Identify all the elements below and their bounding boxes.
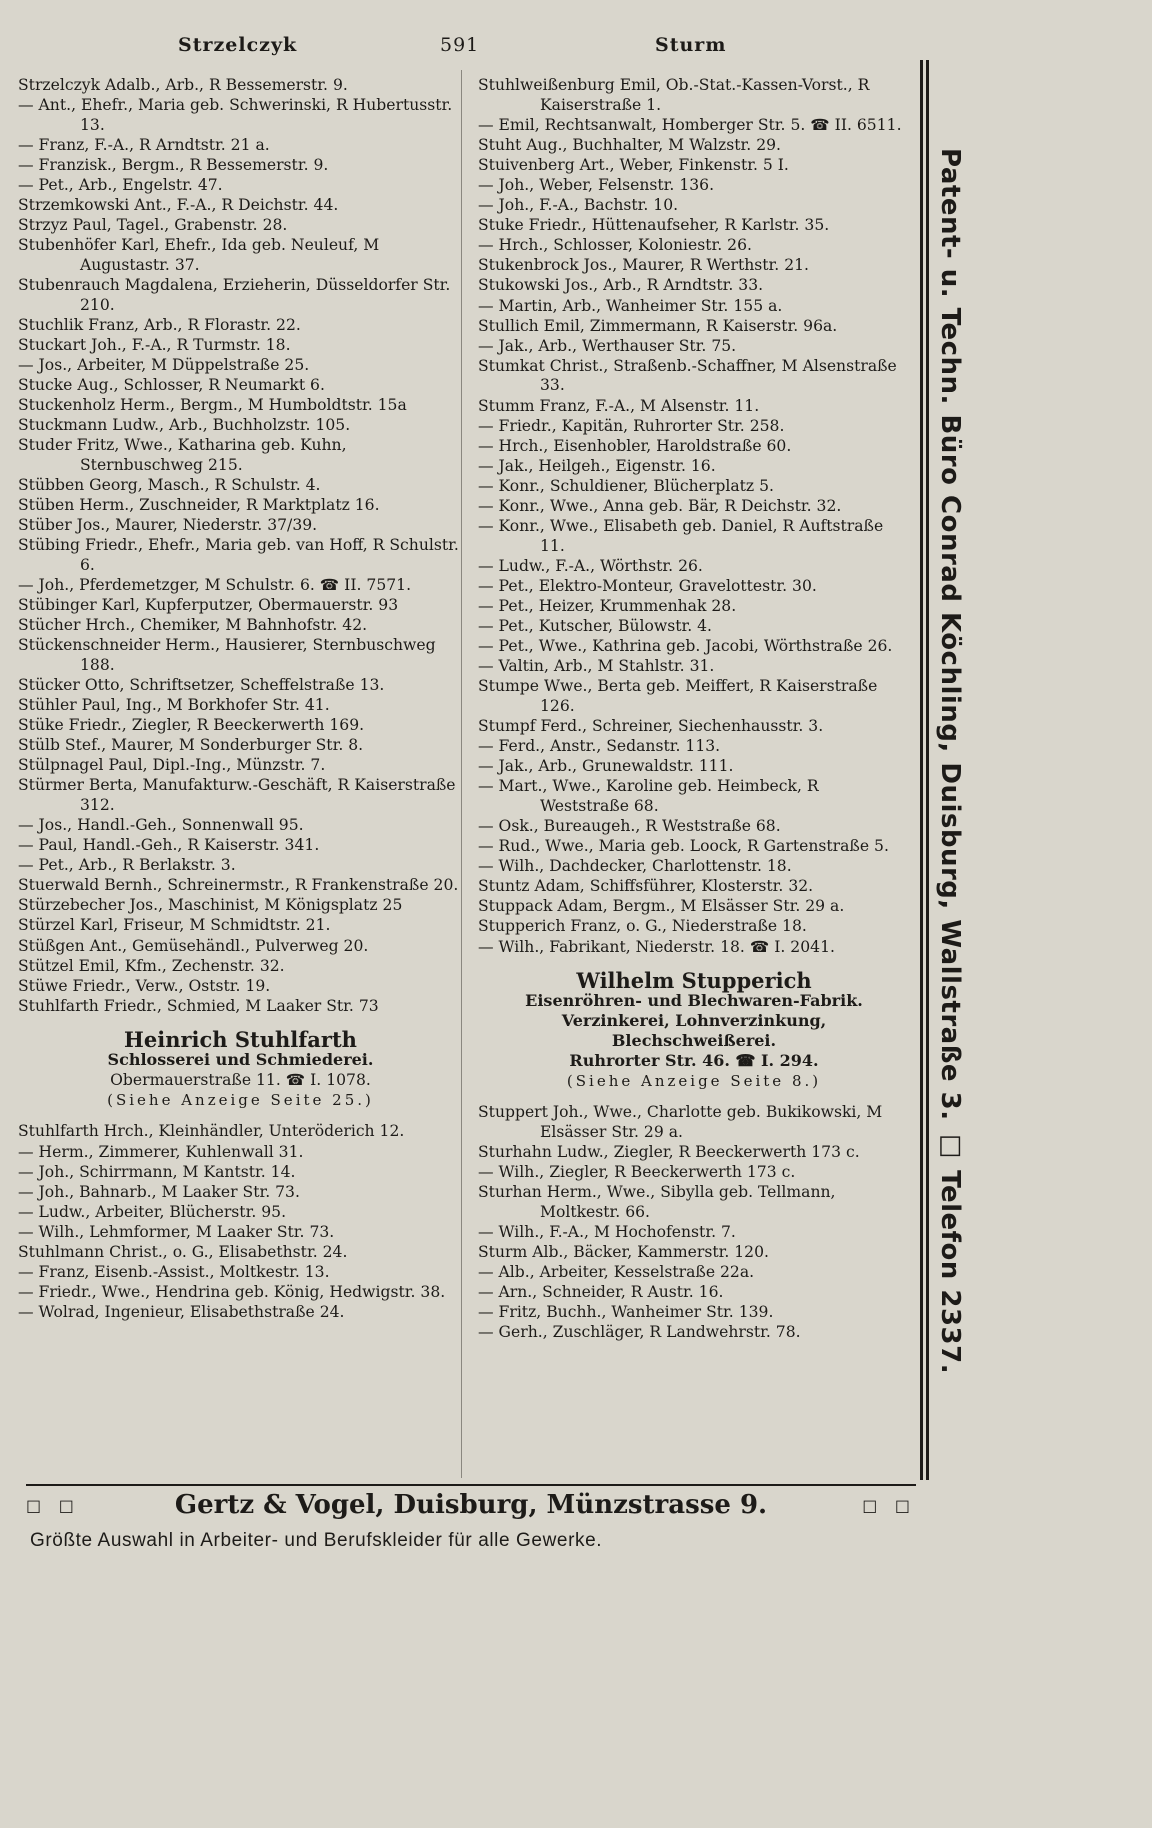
entry: Stücher Hrch., Chemiker, M Bahnhofstr. 42.: [18, 616, 368, 635]
entry: — Gerh., Zuschläger, R Landwehrstr. 78.: [478, 1323, 801, 1342]
entry: — Jos., Arbeiter, M Düppelstraße 25.: [18, 355, 310, 374]
entry: — Wolrad, Ingenieur, Elisabethstraße 24.: [18, 1303, 345, 1322]
entry: Stülpnagel Paul, Dipl.-Ing., Münzstr. 7.: [18, 756, 326, 775]
entry: Stullich Emil, Zimmermann, R Kaiserstr. 96a.: [478, 316, 838, 335]
entry: Stubenhöfer Karl, Ehefr., Ida geb. Neuleuf, M Augustastr. 37.: [18, 236, 380, 274]
entry: — Pet., Arb., Engelstr. 47.: [18, 175, 223, 194]
entry: Stückenschneider Herm., Hausierer, Sternbuschweg 188.: [18, 636, 436, 674]
entry: Stübben Georg, Masch., R Schulstr. 4.: [18, 475, 321, 494]
entry: Stuhlmann Christ., o. G., Elisabethstr. 24.: [18, 1242, 348, 1261]
footer-company: Gertz & Vogel, Duisburg, Münzstrasse 9.: [174, 1490, 768, 1520]
entry: Stürzel Karl, Friseur, M Schmidtstr. 21.: [18, 916, 331, 935]
entry: Sturm Alb., Bäcker, Kammerstr. 120.: [478, 1242, 769, 1261]
entry: — Friedr., Kapitän, Ruhrorter Str. 258.: [478, 416, 785, 435]
entry: — Wilh., Fabrikant, Niederstr. 18. ☎ I. 2041.: [478, 937, 835, 956]
ad-subtitle: Schlosserei und Schmiederei.: [107, 1050, 374, 1070]
entry: — Paul, Handl.-Geh., R Kaiserstr. 341.: [18, 836, 320, 855]
entry: — Pet., Arb., R Berlakstr. 3.: [18, 856, 236, 875]
entry: Stücker Otto, Schriftsetzer, Scheffelstraße 13.: [18, 675, 385, 694]
footer-advertisement: [26, 1490, 916, 1520]
entry: Stühler Paul, Ing., M Borkhofer Str. 41.: [18, 695, 330, 714]
footer-boxes-right: □ □: [862, 1495, 916, 1515]
entry: — Jak., Arb., Grunewaldstr. 111.: [478, 757, 734, 776]
entry: — Emil, Rechtsanwalt, Homberger Str. 5. ☎ II. 6511.: [478, 115, 902, 134]
entry: — Ludw., Arbeiter, Blücherstr. 95.: [18, 1202, 287, 1221]
entry: — Konr., Wwe., Anna geb. Bär, R Deichstr. 32.: [478, 496, 842, 515]
header-right-keyword: Sturm: [655, 34, 727, 56]
entry: Stukenbrock Jos., Maurer, R Werthstr. 21.: [478, 256, 809, 275]
left-column: [18, 76, 463, 1323]
entry: Stukowski Jos., Arb., R Arndtstr. 33.: [478, 276, 764, 295]
entry: — Joh., Pferdemetzger, M Schulstr. 6. ☎ II. 7571.: [18, 575, 412, 594]
entry: Sturhahn Ludw., Ziegler, R Beeckerwerth 173 c.: [478, 1142, 860, 1161]
entry: Stuhlfarth Friedr., Schmied, M Laaker Str. 73: [18, 996, 379, 1015]
footer-tagline: Größte Auswahl in Arbeiter- und Berufskleider für alle Gewerke.: [30, 1530, 603, 1551]
entry: Stuppert Joh., Wwe., Charlotte geb. Bukikowski, M Elsässer Str. 29 a.: [478, 1103, 883, 1141]
entry: Studer Fritz, Wwe., Katharina geb. Kuhn, Sternbuschweg 215.: [18, 436, 347, 474]
entry: Stuivenberg Art., Weber, Finkenstr. 5 I.: [478, 155, 789, 174]
footer-boxes-left: □ □: [26, 1495, 80, 1515]
ad-line-1: Eisenröhren- und Blechwaren-Fabrik.: [525, 991, 863, 1011]
entry: — Pet., Heizer, Krummenhak 28.: [478, 596, 737, 615]
ad-reference: (Siehe Anzeige Seite 8.): [566, 1072, 822, 1091]
entry: — Joh., Schirrmann, M Kantstr. 14.: [18, 1162, 296, 1181]
entry: Stuckart Joh., F.-A., R Turmstr. 18.: [18, 335, 291, 354]
page-number: 591: [440, 34, 480, 56]
entry: — Wilh., Lehmformer, M Laaker Str. 73.: [18, 1222, 335, 1241]
entry: Stumpf Ferd., Schreiner, Siechenhausstr. 3.: [478, 717, 824, 735]
entry: — Jos., Handl.-Geh., Sonnenwall 95.: [18, 815, 304, 834]
entry: — Jak., Heilgeh., Eigenstr. 16.: [478, 456, 716, 475]
header-left-keyword: Strzelczyk: [178, 34, 298, 56]
entry: — Franz, F.-A., R Arndtstr. 21 a.: [18, 135, 270, 154]
ad-reference: (Siehe Anzeige Seite 25.): [107, 1091, 374, 1110]
entry: Strzelczyk Adalb., Arb., R Bessemerstr. 9.: [18, 76, 348, 94]
entry: Strzemkowski Ant., F.-A., R Deichstr. 44.: [18, 196, 339, 215]
entry: — Franzisk., Bergm., R Bessemerstr. 9.: [18, 155, 329, 174]
entry: Stürzebecher Jos., Maschinist, M Königsplatz 25: [18, 896, 403, 915]
entry: Stuke Friedr., Hüttenaufseher, R Karlstr. 35.: [478, 216, 830, 235]
entry: — Rud., Wwe., Maria geb. Loock, R Gartenstraße 5.: [478, 837, 889, 856]
entry: — Ferd., Anstr., Sedanstr. 113.: [478, 737, 721, 756]
entry: Stüke Friedr., Ziegler, R Beeckerwerth 169.: [18, 716, 365, 734]
entry: Stupperich Franz, o. G., Niederstraße 18.: [478, 917, 807, 936]
entry: Stüwe Friedr., Verw., Oststr. 19.: [18, 976, 271, 995]
entry: — Fritz, Buchh., Wanheimer Str. 139.: [478, 1303, 774, 1322]
right-column: [478, 76, 910, 1343]
entry: Stuhlweißenburg Emil, Ob.-Stat.-Kassen-Vorst., R Kaiserstraße 1.: [478, 76, 870, 114]
entry: Stuchlik Franz, Arb., R Florastr. 22.: [18, 315, 301, 334]
entry: Strzyz Paul, Tagel., Grabenstr. 28.: [18, 216, 288, 235]
entry: — Konr., Schuldiener, Blücherplatz 5.: [478, 476, 774, 495]
entry: Stüber Jos., Maurer, Niederstr. 37/39.: [18, 516, 318, 535]
entry: — Konr., Wwe., Elisabeth geb. Daniel, R Auftstraße 11.: [478, 517, 884, 555]
advertisement-stuhlfarth: [18, 1027, 463, 1110]
entry: — Wilh., Ziegler, R Beeckerwerth 173 c.: [478, 1162, 796, 1181]
entry: — Alb., Arbeiter, Kesselstraße 22a.: [478, 1262, 755, 1281]
entry: — Ant., Ehefr., Maria geb. Schwerinski, R Hubertusstr. 13.: [18, 96, 453, 134]
entry: — Valtin, Arb., M Stahlstr. 31.: [478, 657, 715, 676]
entry: Stützel Emil, Kfm., Zechenstr. 32.: [18, 956, 285, 975]
entry: — Osk., Bureaugeh., R Weststraße 68.: [478, 816, 781, 835]
entry: Stülb Stef., Maurer, M Sonderburger Str. 8.: [18, 736, 364, 755]
entry: Stuckenholz Herm., Bergm., M Humboldtstr. 15a: [18, 396, 407, 414]
entry: — Joh., Bahnarb., M Laaker Str. 73.: [18, 1182, 300, 1201]
ad-address: Ruhrorter Str. 46. ☎ I. 294.: [569, 1051, 819, 1071]
entry: Sturhan Herm., Wwe., Sibylla geb. Tellmann, Moltkestr. 66.: [478, 1183, 836, 1221]
side-banner: Patent- u. Techn. Büro Conrad Köchling, Duisburg, Wallstraße 3. □ Telefon 2337.: [935, 148, 965, 1375]
entry: Stubenrauch Magdalena, Erzieherin, Düsseldorfer Str. 210.: [18, 275, 451, 314]
entry: — Martin, Arb., Wanheimer Str. 155 a.: [478, 296, 783, 315]
advertisement-stupperich: [478, 968, 910, 1091]
entry: — Friedr., Wwe., Hendrina geb. König, Hedwigstr. 38.: [18, 1283, 446, 1302]
entry: Stürmer Berta, Manufakturw.-Geschäft, R Kaiserstraße 312.: [18, 776, 456, 814]
ad-company-name: Wilhelm Stupperich: [576, 968, 812, 994]
entry: — Arn., Schneider, R Austr. 16.: [478, 1282, 724, 1301]
ad-line-2: Verzinkerei, Lohnverzinkung, Blechschweißerei.: [561, 1011, 827, 1051]
entry: Stuerwald Bernh., Schreinermstr., R Frankenstraße 20.: [18, 876, 459, 895]
entry: — Ludw., F.-A., Wörthstr. 26.: [478, 556, 703, 575]
entry: — Wilh., Dachdecker, Charlottenstr. 18.: [478, 857, 792, 876]
entry: — Hrch., Schlosser, Koloniestr. 26.: [478, 236, 752, 255]
entry: — Franz, Eisenb.-Assist., Moltkestr. 13.: [18, 1263, 330, 1282]
entry: — Hrch., Eisenhobler, Haroldstraße 60.: [478, 436, 792, 455]
entry: — Pet., Elektro-Monteur, Gravelottestr. 30.: [478, 576, 817, 595]
entry: Stuhlfarth Hrch., Kleinhändler, Unteröderich 12.: [18, 1122, 405, 1141]
entry: — Pet., Wwe., Kathrina geb. Jacobi, Wörthstraße 26.: [478, 637, 893, 656]
entry: — Jak., Arb., Werthauser Str. 75.: [478, 336, 737, 355]
entry: Stumpe Wwe., Berta geb. Meiffert, R Kaiserstraße 126.: [478, 677, 878, 715]
entry: Stuppack Adam, Bergm., M Elsässer Str. 29 a.: [478, 897, 845, 916]
entry: Stumm Franz, F.-A., M Alsenstr. 11.: [478, 396, 760, 415]
entry: — Pet., Kutscher, Bülowstr. 4.: [478, 617, 713, 636]
entry: — Joh., Weber, Felsenstr. 136.: [478, 175, 715, 194]
entry: Stübing Friedr., Ehefr., Maria geb. van Hoff, R Schulstr. 6.: [18, 536, 459, 574]
ad-company-name: Heinrich Stuhlfarth: [124, 1027, 357, 1053]
entry: — Wilh., F.-A., M Hochofenstr. 7.: [478, 1222, 736, 1241]
entry: Stüßgen Ant., Gemüsehändl., Pulverweg 20.: [18, 936, 369, 955]
entry: — Joh., F.-A., Bachstr. 10.: [478, 196, 679, 215]
footer-divider: [26, 1484, 916, 1486]
entry: Stübinger Karl, Kupferputzer, Obermauerstr. 93: [18, 595, 399, 614]
entry: — Herm., Zimmerer, Kuhlenwall 31.: [18, 1142, 304, 1161]
side-rule-1: [920, 60, 923, 1480]
entry: Stumkat Christ., Straßenb.-Schaffner, M Alsenstraße 33.: [478, 356, 897, 395]
entry: Stucke Aug., Schlosser, R Neumarkt 6.: [18, 375, 325, 394]
entry: Stuckmann Ludw., Arb., Buchholzstr. 105.: [18, 416, 351, 435]
entry: Stüben Herm., Zuschneider, R Marktplatz 16.: [18, 495, 380, 514]
entry: Stuntz Adam, Schiffsführer, Klosterstr. 32.: [478, 877, 814, 896]
ad-address: Obermauerstraße 11. ☎ I. 1078.: [110, 1071, 371, 1090]
entry: Stuht Aug., Buchhalter, M Walzstr. 29.: [478, 135, 781, 154]
entry: — Mart., Wwe., Karoline geb. Heimbeck, R Weststraße 68.: [478, 777, 819, 815]
